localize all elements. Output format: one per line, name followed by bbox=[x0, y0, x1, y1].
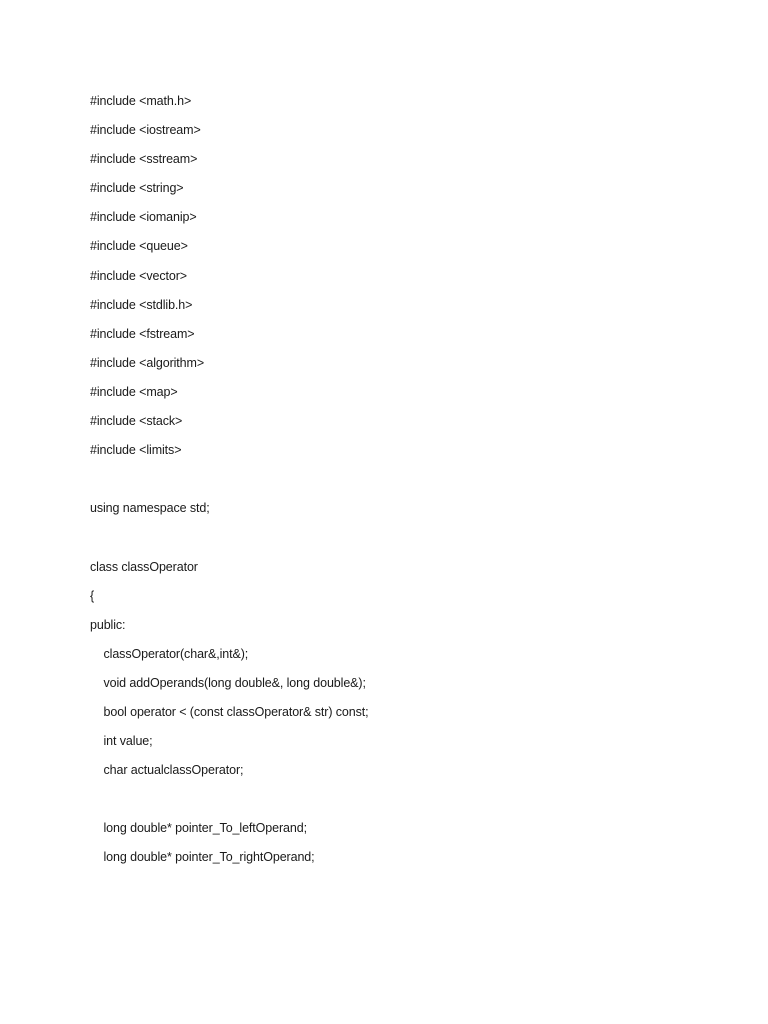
code-line-blank bbox=[90, 465, 710, 494]
code-line-include-vector: #include <vector> bbox=[90, 268, 187, 283]
code-line-int-value: int value; bbox=[90, 734, 153, 749]
code-line-include-string: #include <string> bbox=[90, 181, 184, 196]
code-line-left-operand-pointer: long double* pointer_To_leftOperand; bbox=[90, 821, 307, 836]
code-line-include-map: #include <map> bbox=[90, 384, 178, 399]
code-line-add-operands: void addOperands(long double&, long double&); bbox=[90, 675, 366, 690]
code-line-include-fstream: #include <fstream> bbox=[90, 326, 195, 341]
code-line-using-namespace: using namespace std; bbox=[90, 501, 210, 516]
code-listing bbox=[90, 87, 710, 873]
code-line-include-iostream: #include <iostream> bbox=[90, 123, 201, 138]
code-line-include-iomanip: #include <iomanip> bbox=[90, 210, 197, 225]
code-line-constructor: classOperator(char&,int&); bbox=[90, 646, 249, 661]
code-line-blank bbox=[90, 785, 710, 814]
code-line-include-stack: #include <stack> bbox=[90, 414, 183, 429]
code-line-blank bbox=[90, 523, 710, 552]
code-line-include-sstream: #include <sstream> bbox=[90, 152, 198, 167]
code-line-char-operator: char actualclassOperator; bbox=[90, 763, 244, 778]
code-line-open-brace: { bbox=[90, 588, 95, 603]
code-line-public-label: public: bbox=[90, 617, 126, 632]
code-line-include-stdlib: #include <stdlib.h> bbox=[90, 297, 193, 312]
code-line-include-queue: #include <queue> bbox=[90, 239, 188, 254]
code-line-include-limits: #include <limits> bbox=[90, 443, 182, 458]
code-line-right-operand-pointer: long double* pointer_To_rightOperand; bbox=[90, 850, 315, 865]
code-line-include-math: #include <math.h> bbox=[90, 94, 192, 108]
code-line-class-declaration: class classOperator bbox=[90, 559, 198, 574]
code-line-include-algorithm: #include <algorithm> bbox=[90, 355, 205, 370]
code-line-operator-less: bool operator < (const classOperator& str) const; bbox=[90, 704, 369, 719]
